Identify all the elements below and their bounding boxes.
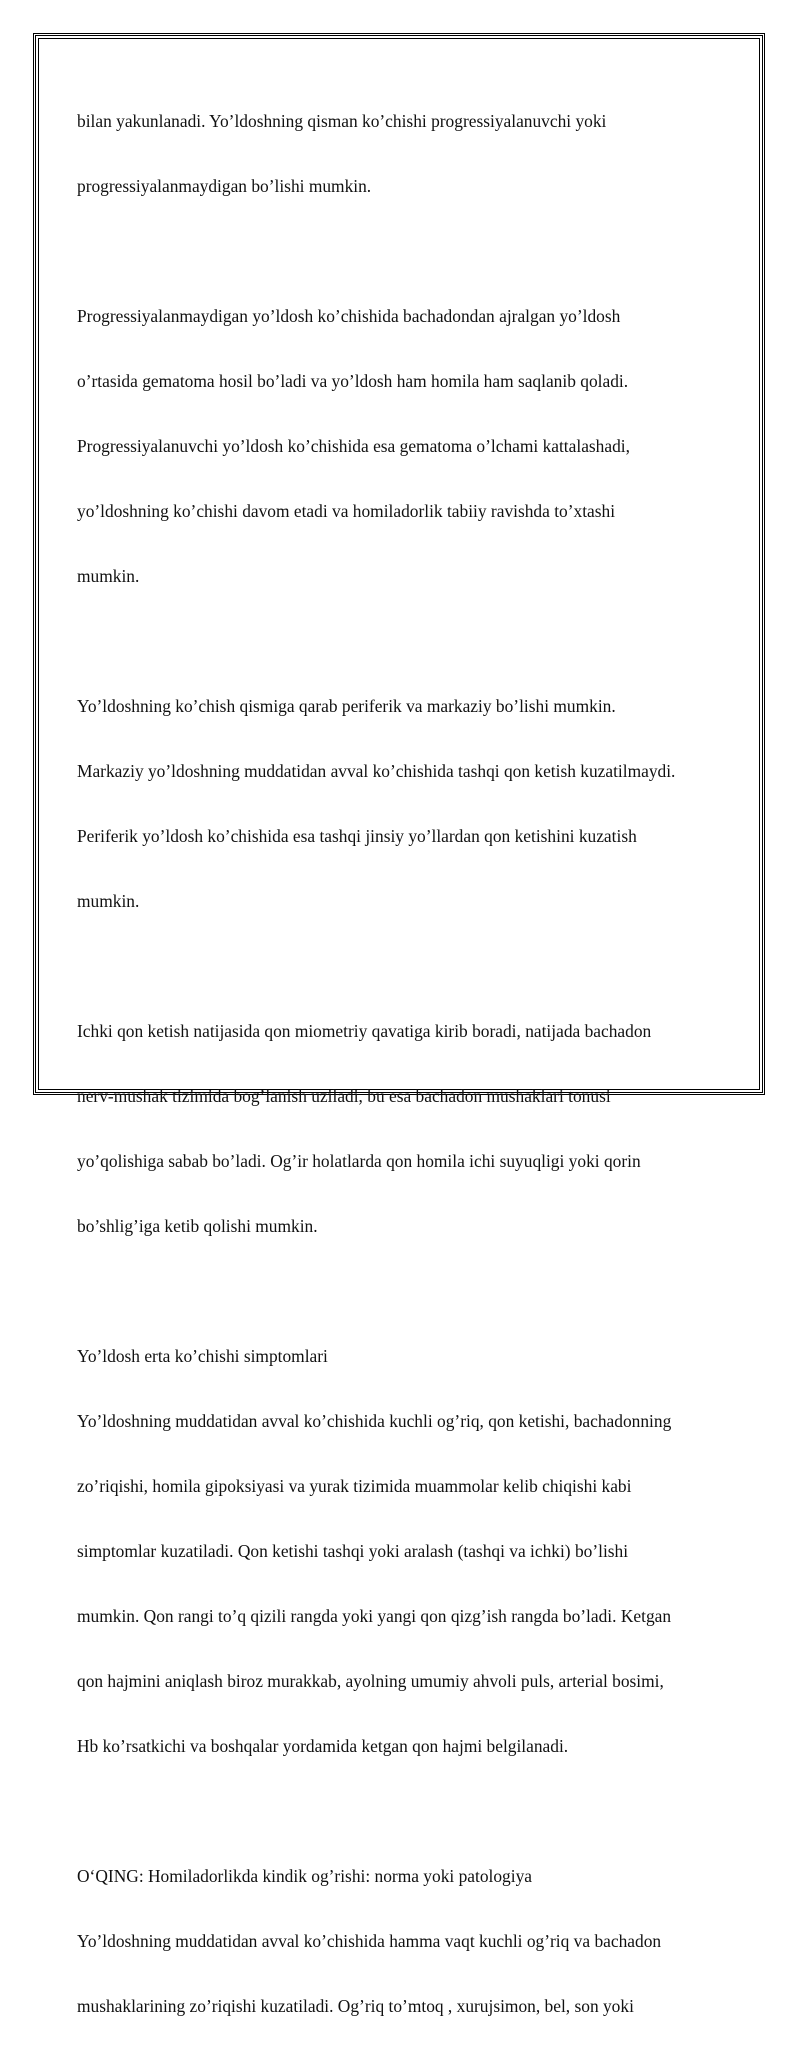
text-line: o’rtasida gematoma hosil bo’ladi va yo’ldosh ham homila ham saqlanib qoladi. xyxy=(77,370,629,391)
paragraph-5-symptoms xyxy=(77,1307,737,1795)
text-line: mumkin. xyxy=(77,890,140,911)
text-line: Yo’ldoshning muddatidan avval ko’chishida hamma vaqt kuchli og’riq va bachadon xyxy=(77,1930,662,1951)
read-also-line: O‘QING: Homiladorlikda kindik og’rishi: norma yoki patologiya xyxy=(77,1865,532,1886)
text-line: Hb ko’rsatkichi va boshqalar yordamida ketgan qon hajmi belgilanadi. xyxy=(77,1735,569,1756)
text-line: Markaziy yo’ldoshning muddatidan avval ko’chishida tashqi qon ketish kuzatilmaydi. xyxy=(77,760,676,781)
paragraph-2 xyxy=(77,267,737,625)
text-line: mumkin. xyxy=(77,565,140,586)
text-line: nerv-mushak tizimida bog’lanish uziladi, bu esa bachadon mushaklari tonusi xyxy=(77,1085,611,1106)
paragraph-3 xyxy=(77,657,737,950)
document-body xyxy=(77,72,737,2055)
text-line: Progressiyalanmaydigan yo’ldosh ko’chishida bachadondan ajralgan yo’ldosh xyxy=(77,305,621,326)
paragraph-1 xyxy=(77,72,737,235)
text-line: mumkin. Qon rangi to’q qizili rangda yoki yangi qon qizg’ish rangda bo’ladi. Ketgan xyxy=(77,1605,672,1626)
text-line: mushaklarining zo’riqishi kuzatiladi. Og’riq to’mtoq , xurujsimon, bel, son yoki xyxy=(77,1995,634,2016)
text-line: Ichki qon ketish natijasida qon miometriy qavatiga kirib boradi, natijada bachadon xyxy=(77,1020,652,1041)
text-line: yo’ldoshning ko’chishi davom etadi va homiladorlik tabiiy ravishda to’xtashi xyxy=(77,500,616,521)
text-line: Periferik yo’ldosh ko’chishida esa tashqi jinsiy yo’llardan qon ketishini kuzatish xyxy=(77,825,637,846)
text-line: qon hajmini aniqlash biroz murakkab, ayolning umumiy ahvoli puls, arterial bosimi, xyxy=(77,1670,664,1691)
text-line: bo’shlig’iga ketib qolishi mumkin. xyxy=(77,1215,318,1236)
text-line: Yo’ldoshning ko’chish qismiga qarab periferik va markaziy bo’lishi mumkin. xyxy=(77,695,616,716)
text-line: bilan yakunlanadi. Yo’ldoshning qisman ko’chishi progressiyalanuvchi yoki xyxy=(77,110,607,131)
paragraph-6 xyxy=(77,1827,737,2055)
text-line: Progressiyalanuvchi yo’ldosh ko’chishida esa gematoma o’lchami kattalashadi, xyxy=(77,435,630,456)
text-line: progressiyalanmaydigan bo’lishi mumkin. xyxy=(77,175,372,196)
text-line: Yo’ldoshning muddatidan avval ko’chishida kuchli og’riq, qon ketishi, bachadonning xyxy=(77,1410,672,1431)
text-line: yo’qolishiga sabab bo’ladi. Og’ir holatlarda qon homila ichi suyuqligi yoki qorin xyxy=(77,1150,641,1171)
text-line: simptomlar kuzatiladi. Qon ketishi tashqi yoki aralash (tashqi va ichki) bo’lishi xyxy=(77,1540,629,1561)
section-heading: Yo’ldosh erta ko’chishi simptomlari xyxy=(77,1345,328,1366)
paragraph-4 xyxy=(77,982,737,1275)
text-line: zo’riqishi, homila gipoksiyasi va yurak tizimida muammolar kelib chiqishi kabi xyxy=(77,1475,632,1496)
